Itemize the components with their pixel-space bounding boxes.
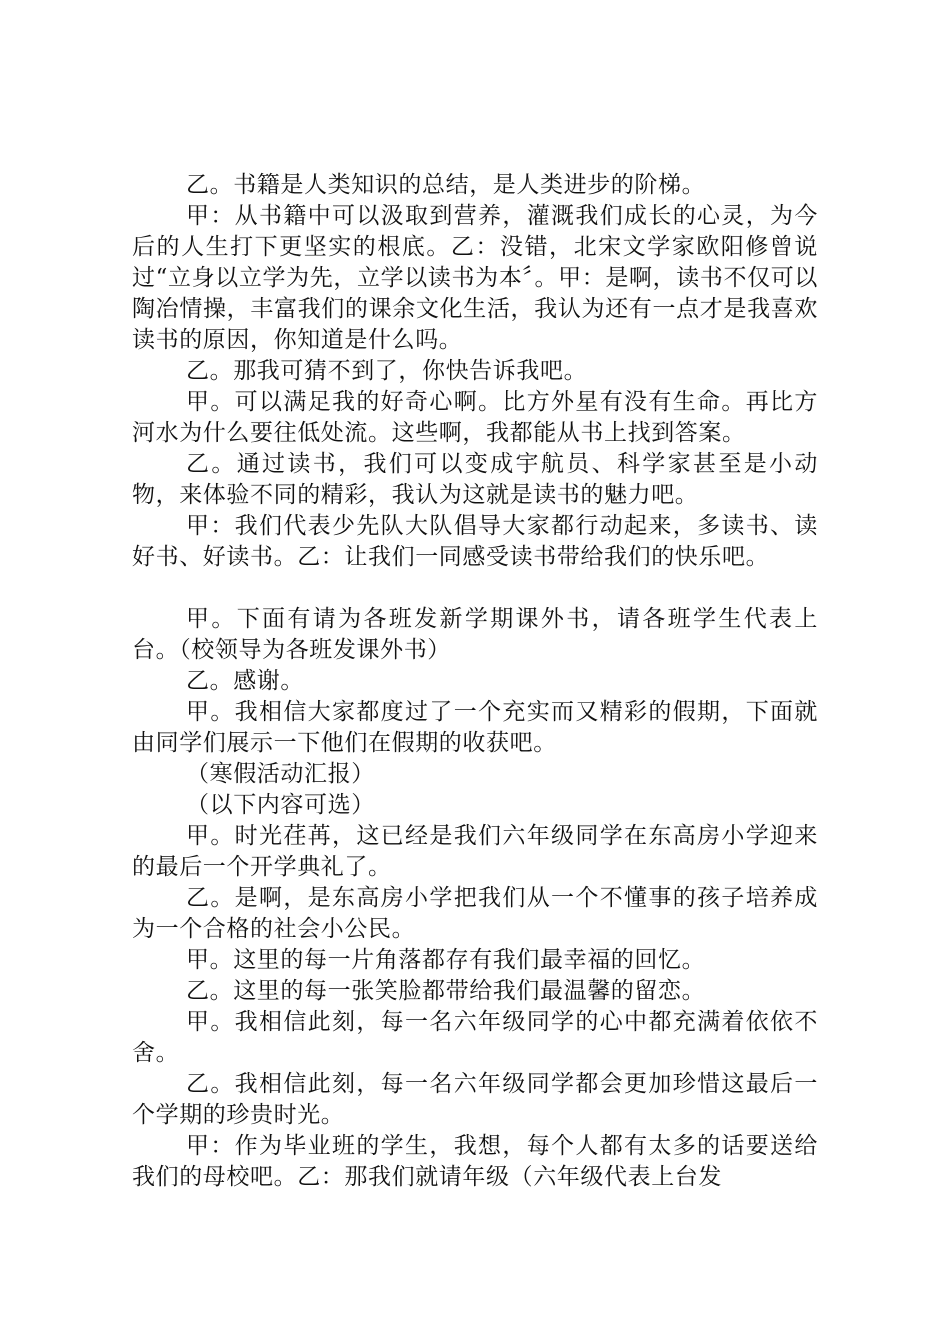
- paragraph: 甲。下面有请为各班发新学期课外书，请各班学生代表上台。（校领导为各班发课外书）: [132, 606, 818, 663]
- paragraph: 甲：我们代表少先队大队倡导大家都行动起来，多读书、读好书、好读书。乙：让我们一同感受读书带给我们的快乐吧。: [132, 513, 818, 570]
- paragraph: （以下内容可选）: [186, 792, 375, 818]
- paragraph: 甲。我相信大家都度过了一个充实而又精彩的假期，下面就由同学们展示一下他们在假期的收获吧。: [132, 699, 818, 756]
- paragraph: （寒假活动汇报）: [186, 761, 375, 787]
- paragraph: 甲。这里的每一片角落都存有我们最幸福的回忆。: [186, 947, 706, 973]
- paragraph: 乙。我相信此刻，每一名六年级同学都会更加珍惜这最后一个学期的珍贵时光。: [132, 1071, 818, 1128]
- paragraph: 乙。是啊，是东高房小学把我们从一个不懂事的孩子培养成为一个合格的社会小公民。: [132, 885, 818, 942]
- paragraph: 乙。通过读书，我们可以变成宇航员、科学家甚至是小动物，来体验不同的精彩，我认为这就是读书的魅力吧。: [132, 451, 818, 508]
- document-body: [132, 170, 818, 1193]
- paragraph: 乙。这里的每一张笑脸都带给我们最温馨的留恋。: [186, 978, 706, 1004]
- paragraph: 乙。书籍是人类知识的总结，是人类进步的阶梯。: [186, 172, 706, 198]
- paragraph: 乙。感谢。: [186, 668, 304, 694]
- paragraph: 甲。时光荏苒，这已经是我们六年级同学在东高房小学迎来的最后一个开学典礼了。: [132, 823, 818, 880]
- paragraph-gap: [132, 573, 818, 604]
- paragraph: 乙。那我可猜不到了，你快告诉我吧。: [186, 358, 588, 384]
- paragraph: 甲。我相信此刻，每一名六年级同学的心中都充满着依依不舍。: [132, 1009, 818, 1066]
- paragraph: 甲：从书籍中可以汲取到营养，灌溉我们成长的心灵，为今后的人生打下更坚实的根底。乙：没错，北宋文学家欧阳修曾说过“立身以立学为先，立学以读书为本〞。甲：是啊，读书不仅可以陶冶情操，丰富我们的课余文化生活，我认为还有一点才是我喜欢读书的原因，你知道是什么吗。: [132, 203, 818, 353]
- paragraph: 甲。可以满足我的好奇心啊。比方外星有没有生命。再比方河水为什么要往低处流。这些啊，我都能从书上找到答案。: [132, 389, 818, 446]
- paragraph: 甲：作为毕业班的学生，我想，每个人都有太多的话要送给我们的母校吧。乙：那我们就请年级（六年级代表上台发: [132, 1133, 818, 1190]
